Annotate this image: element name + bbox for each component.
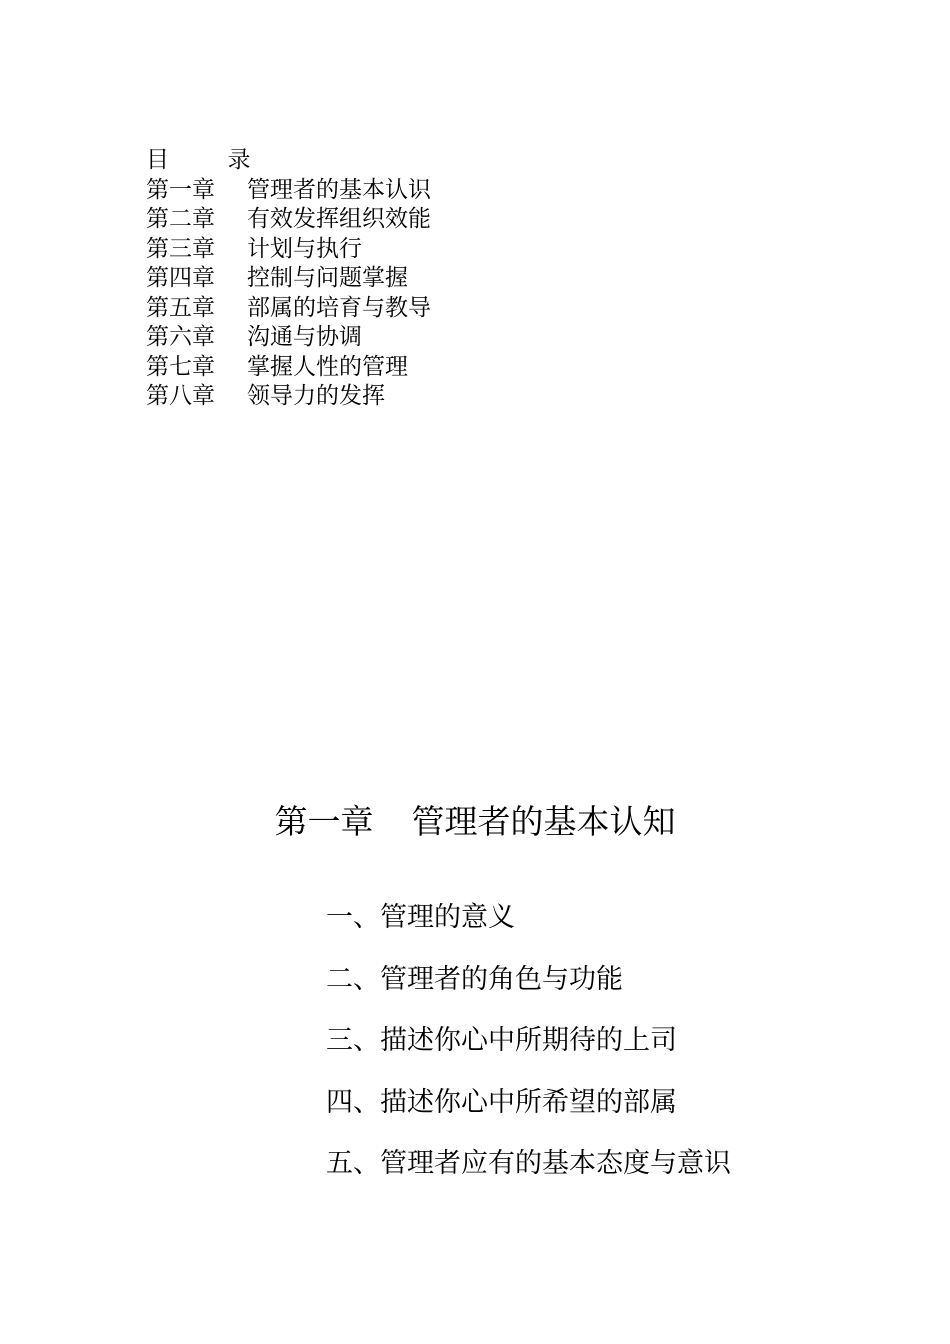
- section-item: 一、管理的意义: [326, 902, 515, 933]
- toc-chapter-name: 掌握人性的管理: [247, 353, 408, 380]
- toc-chapter-name: 有效发挥组织效能: [247, 206, 431, 232]
- toc-entry: [146, 382, 431, 412]
- toc-chapter-name: 部属的培育与教导: [247, 294, 431, 321]
- toc-chapter-number: 第一章: [146, 176, 215, 203]
- chapter-heading: [0, 798, 950, 846]
- toc-entry: [146, 294, 431, 324]
- section-item: 三、描述你心中所期待的上司: [326, 1025, 677, 1056]
- toc-chapter-number: 第五章: [146, 294, 215, 321]
- toc-entry: [146, 235, 431, 265]
- toc-entry: [146, 205, 431, 235]
- section-item: 四、描述你心中所希望的部属: [326, 1086, 677, 1118]
- section-list: [326, 898, 731, 1206]
- toc-chapter-name: 计划与执行: [247, 235, 362, 262]
- chapter-heading-number: 第一章: [274, 802, 374, 841]
- toc-entry: [146, 176, 431, 206]
- toc-chapter-name: 沟通与协调: [247, 324, 362, 350]
- section-item: 五、管理者应有的基本态度与意识: [326, 1148, 731, 1179]
- toc-chapter-number: 第二章: [146, 206, 215, 232]
- chapter-heading-title: 管理者的基本认知: [411, 802, 676, 841]
- toc-chapter-number: 第七章: [146, 353, 215, 380]
- toc-chapter-name: 领导力的发挥: [247, 383, 385, 409]
- toc-entry: [146, 353, 431, 383]
- toc-chapter-name: 管理者的基本认识: [247, 176, 431, 203]
- toc-chapter-number: 第六章: [146, 324, 215, 350]
- section-item: 二、管理者的角色与功能: [326, 963, 623, 995]
- toc-title: 目 录: [146, 147, 251, 173]
- toc-chapter-name: 控制与问题掌握: [247, 265, 408, 291]
- toc-entry: [146, 264, 431, 294]
- toc-chapter-number: 第四章: [146, 265, 215, 291]
- toc-entry: [146, 323, 431, 353]
- table-of-contents: [146, 146, 431, 412]
- toc-chapter-number: 第八章: [146, 383, 215, 409]
- toc-chapter-number: 第三章: [146, 235, 215, 262]
